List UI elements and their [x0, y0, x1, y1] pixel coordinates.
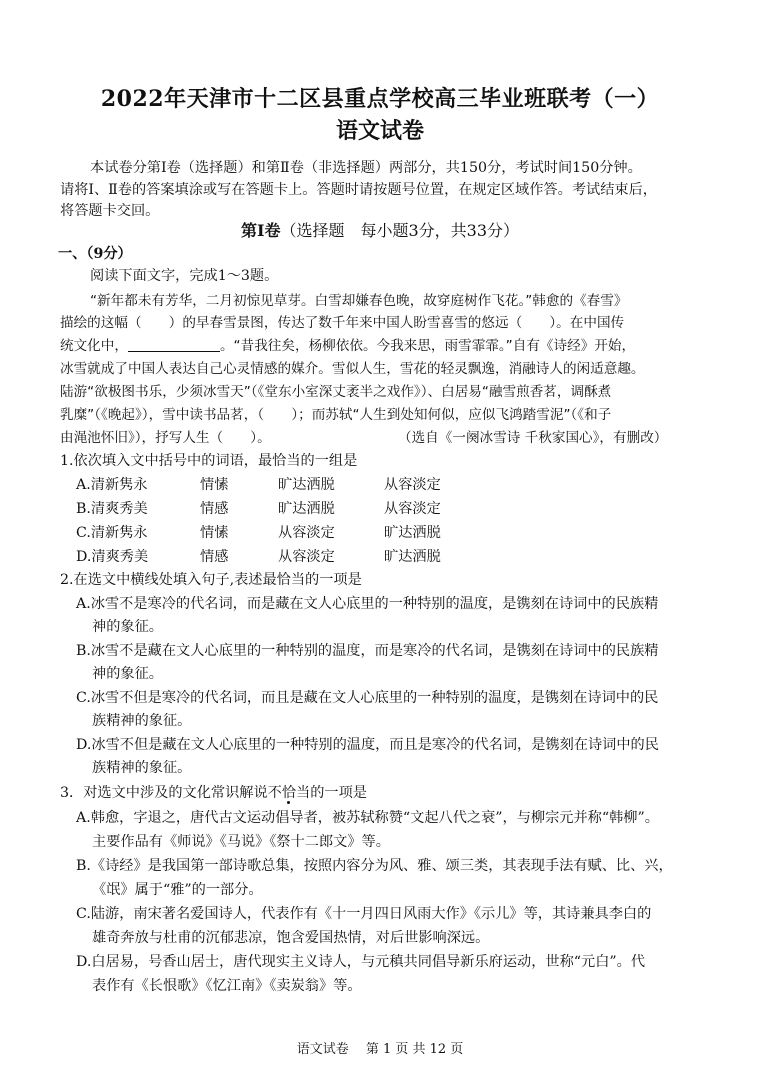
q2-option-c-line-2: 族精神的象征。: [92, 713, 192, 729]
q3-option-b-line-1: B.《诗经》是我国第一部诗歌总集，按照内容分为风、雅、颂三类，其表现手法有赋、比、兴，: [76, 858, 673, 874]
section-note: （选择题 每小题3分，共33分）: [280, 221, 520, 240]
part-label: 一、（9分）: [58, 246, 132, 262]
q3-option-a-line-1: A.韩愈，字退之，唐代古文运动倡导者，被苏轼称赞“文起八代之衰”，与柳宗元并称“韩柳”。: [76, 810, 659, 826]
q1-option-d-word-4: 旷达洒脱: [384, 549, 441, 565]
passage-line-3: [60, 336, 635, 356]
q3-stem-start: 3．对选文中涉及的文化常识解说: [60, 785, 268, 801]
passage-line-1: “新年都未有芳华，二月初惊见草芽。白雪却嫌春色晚，故穿庭树作飞花。”韩愈的《春雪》: [90, 293, 628, 309]
passage-line-3-start: 统文化中，: [60, 338, 128, 354]
question-1-stem: 1.依次填入文中括号中的词语，最恰当的一组是: [60, 453, 358, 469]
q2-option-a-line-2: 神的象征。: [92, 619, 163, 635]
q1-option-c-label: C.清新隽永: [76, 525, 148, 541]
q1-option-a-word-2: 情愫: [200, 477, 229, 493]
q1-option-b-word-3: 旷达洒脱: [278, 501, 335, 517]
q2-option-c-line-1: C.冰雪不但是寒冷的代名词，而且是藏在文人心底里的一种特别的温度，是镌刻在诗词中的民: [76, 690, 659, 706]
section-heading: [0, 218, 760, 241]
q1-option-c-word-4: 旷达洒脱: [384, 525, 441, 541]
passage-line-2: 描绘的这幅（ ）的早春雪景图，传达了数千年来中国人盼雪喜雪的悠远（ ）。在中国传: [60, 315, 625, 331]
intro-line-2: 请将Ⅰ、Ⅱ卷的答案填涂或写在答题卡上。答题时请按题号位置，在规定区域作答。考试结束后，: [60, 182, 657, 198]
q1-option-c-word-2: 情愫: [200, 525, 229, 541]
q3-option-c-line-1: C.陆游，南宋著名爱国诗人，代表作有《十一月四日风雨大作》《示儿》等，其诗兼具李白的: [76, 906, 652, 922]
q1-option-a-word-3: 旷达洒脱: [278, 477, 335, 493]
q1-option-d-word-2: 情感: [200, 549, 229, 565]
q3-option-a-line-2: 主要作品有《师说》《马说》《祭十二郎文》等。: [92, 834, 390, 850]
intro-line-1: 本试卷分第Ⅰ卷（选择题）和第Ⅱ卷（非选择题）两部分，共150分，考试时间150分钟。: [90, 160, 642, 176]
question-3-stem: [60, 783, 367, 803]
passage-line-5: 陆游“欲极图书乐，少须冰雪天”（《堂东小室深丈袤半之戏作》）、白居易“融雪煎香茗，调酥煮: [60, 384, 612, 400]
q1-option-a-label: A.清新隽永: [76, 477, 148, 493]
q1-option-b-word-4: 从容淡定: [384, 501, 441, 517]
q3-stem-emphasis: 不恰当: [267, 785, 311, 801]
q2-option-d-line-2: 族精神的象征。: [92, 760, 192, 776]
fill-blank-line: [128, 337, 220, 352]
section-title: 第Ⅰ卷: [240, 221, 281, 240]
exam-title: 2022年天津市十二区县重点学校高三毕业班联考（一）: [100, 86, 660, 112]
q3-option-c-line-2: 雄奇奔放与杜甫的沉郁悲凉，饱含爱国热情，对后世影响深远。: [92, 930, 490, 946]
reading-instruction: 阅读下面文字，完成1～3题。: [90, 268, 279, 284]
q1-option-c-word-3: 从容淡定: [278, 525, 335, 541]
question-2-stem: 2.在选文中横线处填入句子,表述最恰当的一项是: [60, 572, 362, 588]
passage-line-6: 乳糜”（《晚起》），雪中读书品茗，（ ）；而苏轼“人生到处知何似，应似飞鸿踏雪泥”（《和子: [60, 407, 612, 423]
q2-option-b-line-2: 神的象征。: [92, 666, 163, 682]
q1-option-b-word-2: 情感: [200, 501, 229, 517]
q2-option-a-line-1: A.冰雪不是寒冷的代名词，而是藏在文人心底里的一种特别的温度，是镌刻在诗词中的民族精: [76, 596, 659, 612]
q2-option-b-line-1: B.冰雪不是藏在文人心底里的一种特别的温度，而是寒冷的代名词，是镌刻在诗词中的民族精: [76, 643, 659, 659]
q3-option-b-line-2: 《氓》属于“雅”的一部分。: [92, 882, 263, 898]
passage-line-3-end: 。“昔我往矣，杨柳依依。今我来思，雨雪霏霏。”自有《诗经》开始，: [219, 338, 636, 354]
intro-line-3: 将答题卡交回。: [60, 203, 160, 219]
passage-source: （选自《一阕冰雪诗 千秋家国心》，有删改）: [398, 430, 668, 446]
q2-option-d-line-1: D.冰雪不但是藏在文人心底里的一种特别的温度，而且是寒冷的代名词，是镌刻在诗词中的民: [76, 737, 659, 753]
passage-line-7: 由渑池怀旧》），抒写人生（ ）。: [60, 430, 271, 446]
page-footer: 语文试卷 第 1 页 共 12 页: [296, 1042, 464, 1057]
q3-option-d-line-2: 表作有《长恨歌》《忆江南》《卖炭翁》等。: [92, 978, 362, 994]
passage-line-4: 冰雪就成了中国人表达自己心灵情感的媒介。雪似人生，雪花的轻灵飘逸，消融诗人的闲适意趣。: [60, 361, 645, 377]
q3-stem-end: 的一项是: [310, 785, 367, 801]
exam-subtitle: 语文试卷: [335, 118, 424, 144]
q1-option-d-label: D.清爽秀美: [76, 549, 149, 565]
q1-option-a-word-4: 从容淡定: [384, 477, 441, 493]
q3-option-d-line-1: D.白居易，号香山居士，唐代现实主义诗人，与元稹共同倡导新乐府运动，世称“元白”。代: [76, 954, 646, 970]
q1-option-d-word-3: 从容淡定: [278, 549, 335, 565]
q1-option-b-label: B.清爽秀美: [76, 501, 148, 517]
